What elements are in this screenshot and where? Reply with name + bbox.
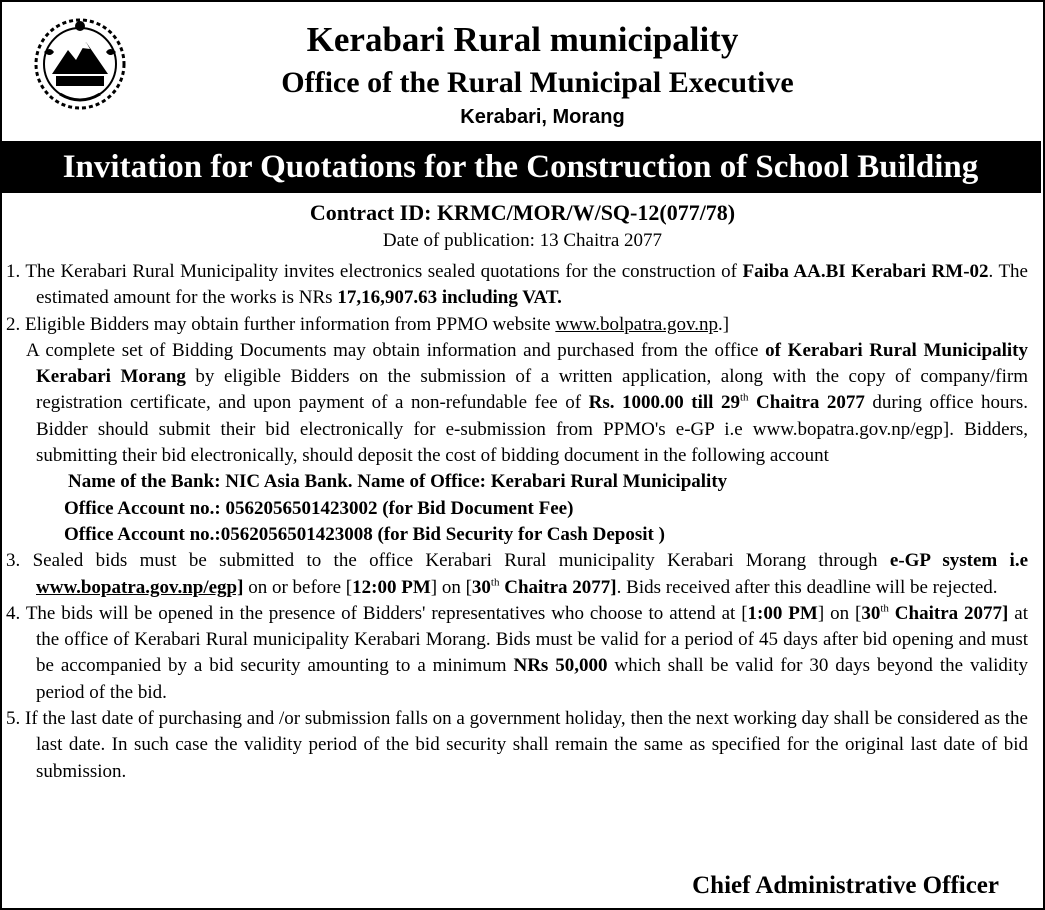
clause-3: 3. Sealed bids must be submitted to the office Kerabari Rural municipality Kerabari Morang through e-GP system i.e www.bopatra.gov.np/egp] on or before [12:00 PM] on [30th Chaitra 2077]. Bids received after this deadline will be rejected. [6, 550, 1029, 598]
signatory-title: Chief Administrative Officer [692, 872, 999, 899]
clause-1: 1. The Kerabari Rural Municipality invites electronics sealed quotations for the construction of Faiba AA.BI Kerabari RM-02. The estimated amount for the works is NRs 17,16,907.63 including VAT. [6, 261, 1028, 309]
clause-2: 2. Eligible Bidders may obtain further information from PPMO website www.bolpatra.gov.np.] [6, 313, 730, 335]
clause-4: 4. The bids will be opened in the presence of Bidders' representatives who choose to attend at [1:00 PM] on [30th Chaitra 2077] at the office of Kerabari Rural municipality Kerabari Morang. Bids must be valid for a period of 45 days after bid opening and must be accompanied by a bid security amounting to a minimum NRs 50,000 which shall be valid for 30 days beyond the validity period of the bid. [6, 602, 1029, 703]
ppmo-website-link[interactable]: www.bolpatra.gov.np [555, 313, 719, 335]
bank-details [6, 469, 1028, 548]
clause-5: 5. If the last date of purchasing and /or submission falls on a government holiday, then the next working day shall be considered as the last date. In such case the validity period of the bid security shall remain the same as specified for the original last date of bid submission. [6, 708, 1028, 782]
notice-body [6, 259, 1028, 785]
bank-line-2: Office Account no.: 0562056501423002 (for Bid Document Fee) [64, 497, 574, 519]
clause-2-details: A complete set of Bidding Documents may obtain information and purchased from the office of Kerabari Rural Municipality Kerabari Morang by eligible Bidders on the submission of a written application, along with the copy of company/firm registration certificate, and upon payment of a non-refundable fee of Rs. 1000.00 till 29th Chaitra 2077 during office hours. Bidder should submit their bid electronically for e-submission from PPMO's e-GP i.e www.bopatra.gov.np/egp]. Bidders, submitting their bid electronically, should deposit the cost of bidding document in the following account [26, 339, 1028, 467]
bank-line-1: Name of the Bank: NIC Asia Bank. Name of Office: Kerabari Rural Municipality [68, 471, 728, 493]
org-title: Kerabari Rural municipality [306, 20, 739, 59]
bank-line-3: Office Account no.:0562056501423008 (for Bid Security for Cash Deposit ) [64, 523, 665, 545]
egp-link[interactable]: www.bopatra.gov.np/egp] [36, 576, 244, 598]
publication-date: Date of publication: 13 Chaitra 2077 [382, 230, 663, 251]
office-title: Office of the Rural Municipal Executive [281, 66, 794, 99]
notice-banner: Invitation for Quotations for the Construction of School Building [0, 141, 1041, 193]
place-title: Kerabari, Morang [460, 106, 625, 128]
contract-id: Contract ID: KRMC/MOR/W/SQ-12(077/78) [309, 200, 736, 225]
